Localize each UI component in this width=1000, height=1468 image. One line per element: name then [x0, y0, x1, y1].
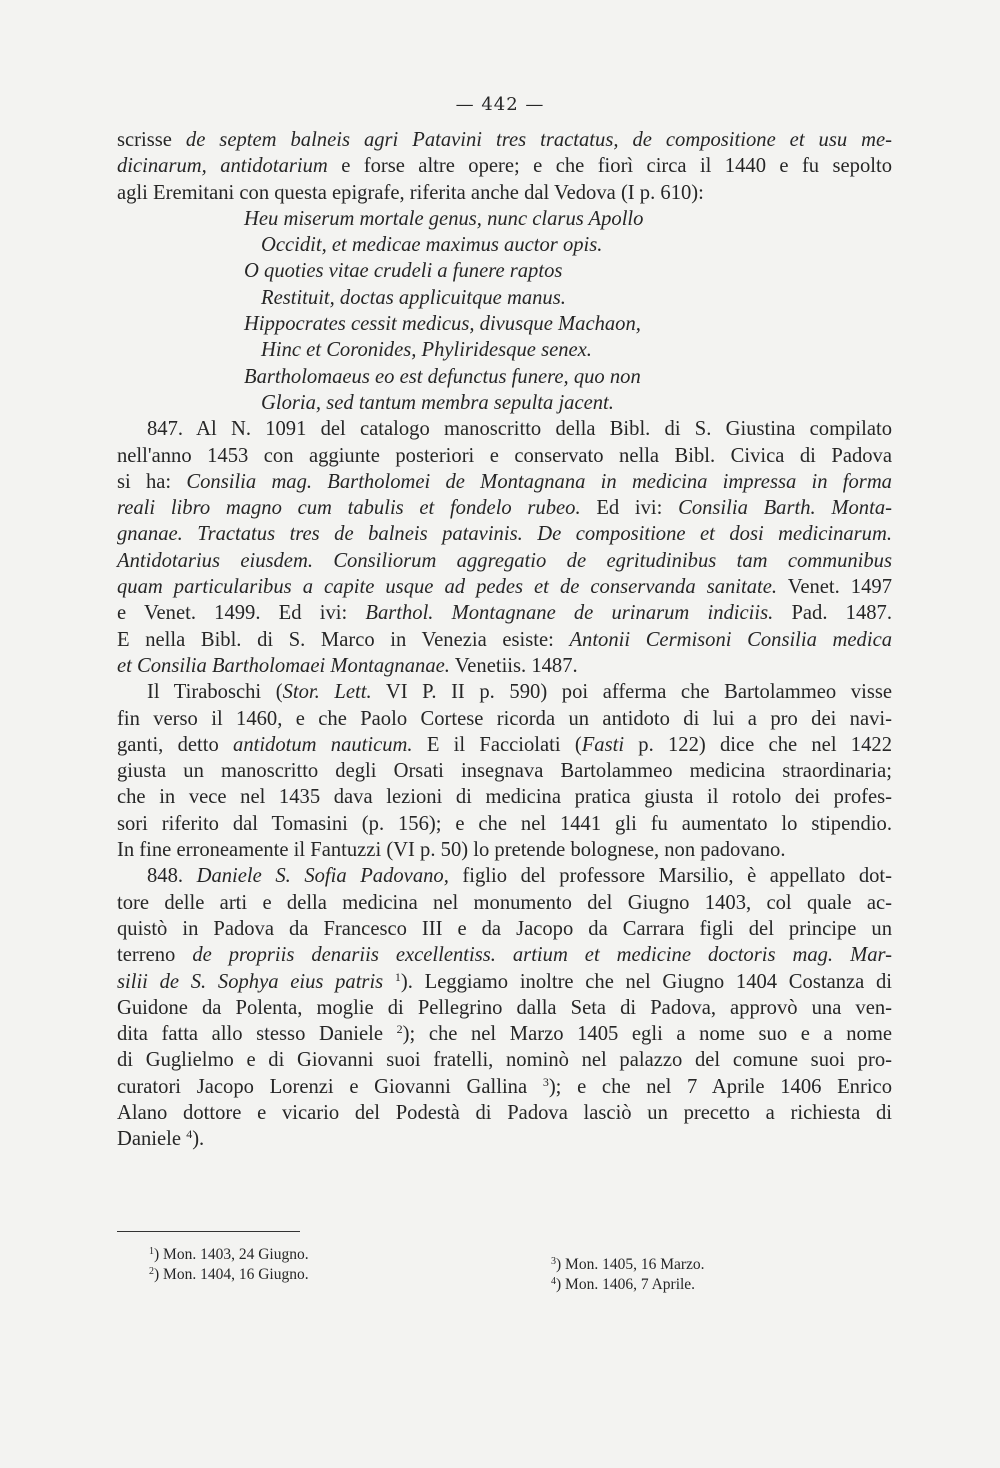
text-line: tore delle arti e della medicina nel monumento del Giugno 1403, col quale ac- [117, 891, 892, 914]
text-line: Alano dottore e vicario del Podestà di Padova lasciò un precetto a richiesta di [117, 1101, 892, 1124]
footnotes-right-column [551, 1255, 705, 1295]
epigraph-line: Hinc et Coronides, Phyliridesque senex. [261, 339, 592, 362]
text-line: In fine erroneamente il Fantuzzi (VI p. 50) lo pretende bolognese, non padovano. [117, 839, 786, 862]
text-line: Daniele $^4$). [117, 1127, 205, 1151]
text-line: agli Eremitani con questa epigrafe, riferita anche dal Vedova (I p. 610): [117, 181, 704, 204]
text-line: quam particularibus a capite usque ad pedes et de conservanda sanitate. Venet. 1497 [117, 576, 892, 599]
text-line: quistò in Padova da Francesco III e da Jacopo da Carrara figli del principe un [117, 917, 892, 940]
text-line: curatori Jacopo Lorenzi e Giovanni Gallina $^3$); e che nel 7 Aprile 1406 Enrico [117, 1074, 892, 1098]
footnote: $^2$) Mon. 1404, 16 Giugno. [149, 1266, 309, 1283]
text-line: di Guglielmo e di Giovanni suoi fratelli, nominò nel palazzo del comune suoi pro- [117, 1049, 892, 1072]
text-line: si ha: Consilia mag. Bartholomei de Montagnana in medicina impressa in forma [117, 470, 892, 493]
text-line: Antidotarius eiusdem. Consiliorum aggregatio de egritudinibus tam communibus [117, 549, 892, 572]
text-line: ganti, detto antidotum nauticum. E il Facciolati (Fasti p. 122) dice che nel 1422 [117, 733, 892, 756]
text-line: terreno de propriis denariis excellentiss. artium et medicine doctoris mag. Mar- [117, 944, 892, 967]
footnotes-left-column [149, 1245, 309, 1285]
text-line: Guidone da Polenta, moglie di Pellegrino dalla Seta di Padova, approvò una ven- [117, 996, 892, 1019]
epigraph-line: Occidit, et medicae maximus auctor opis. [261, 234, 603, 257]
footnote: $^4$) Mon. 1406, 7 Aprile. [551, 1276, 696, 1293]
footnote: $^1$) Mon. 1403, 24 Giugno. [149, 1246, 309, 1263]
text-line: nell'anno 1453 con aggiunte posteriori e conservato nella Bibl. Civica di Padova [117, 444, 892, 467]
text-line: et Consilia Bartholomaei Montagnanae. Venetiis. 1487. [117, 654, 578, 677]
epigraph-line: Heu miserum mortale genus, nunc clarus Apollo [244, 207, 644, 230]
text-line: giusta un manoscritto degli Orsati insegnava Bartolammeo medicina straordinaria; [117, 760, 892, 783]
text-line: sori riferito dal Tomasini (p. 156); e che nel 1441 gli fu aumentato lo stipendio. [117, 812, 892, 835]
epigraph-line: Restituit, doctas applicuitque manus. [261, 286, 566, 309]
text-line: reali libro magno cum tabulis et fondelo rubeo. Ed ivi: Consilia Barth. Monta- [117, 497, 892, 520]
text-line: gnanae. Tractatus tres de balneis patavinis. De compositione et dosi medicinarum. [117, 523, 892, 546]
page-number: — 442 — [455, 94, 545, 115]
text-line: dita fatta allo stesso Daniele $^2$); che nel Marzo 1405 egli a nome suo e a nome [117, 1022, 892, 1046]
text-line: dicinarum, antidotarium e forse altre opere; e che fiorì circa il 1440 e fu sepolto [117, 155, 892, 178]
text-line: silii de S. Sophya eius patris $^1$). Leggiamo inoltre che nel Giugno 1404 Costanza di [117, 969, 893, 993]
text-line: 847. Al N. 1091 del catalogo manoscritto della Bibl. di S. Giustina compilato [147, 418, 892, 441]
text-line: E nella Bibl. di S. Marco in Venezia esiste: Antonii Cermisoni Consilia medica [117, 628, 893, 651]
footnote: $^3$) Mon. 1405, 16 Marzo. [551, 1256, 705, 1273]
body-text [117, 127, 892, 1153]
footnote-rule [117, 1231, 300, 1232]
text-line: scrisse de septem balneis agri Patavini tres tractatus, de compositione et usu me- [117, 129, 892, 151]
epigraph-line: O quoties vitae crudeli a funere raptos [244, 260, 563, 283]
epigraph-line: Bartholomaeus eo est defunctus funere, quo non [244, 365, 641, 388]
text-line: che in vece nel 1435 dava lezioni di medicina pratica giusta il rotolo dei profes- [117, 786, 892, 809]
text-line: fin verso il 1460, e che Paolo Cortese ricorda un antidoto di lui a pro dei navi- [117, 707, 892, 730]
epigraph-line: Gloria, sed tantum membra sepulta jacent. [261, 391, 614, 414]
text-line: 848. Daniele S. Sofia Padovano, figlio del professore Marsilio, è appellato dot- [147, 865, 892, 888]
text-line: e Venet. 1499. Ed ivi: Barthol. Montagnane de urinarum indiciis. Pad. 1487. [117, 602, 892, 625]
text-line: Il Tiraboschi (Stor. Lett. VI P. II p. 590) poi afferma che Bartolammeo visse [147, 681, 892, 704]
epigraph-line: Hippocrates cessit medicus, divusque Machaon, [244, 313, 641, 336]
